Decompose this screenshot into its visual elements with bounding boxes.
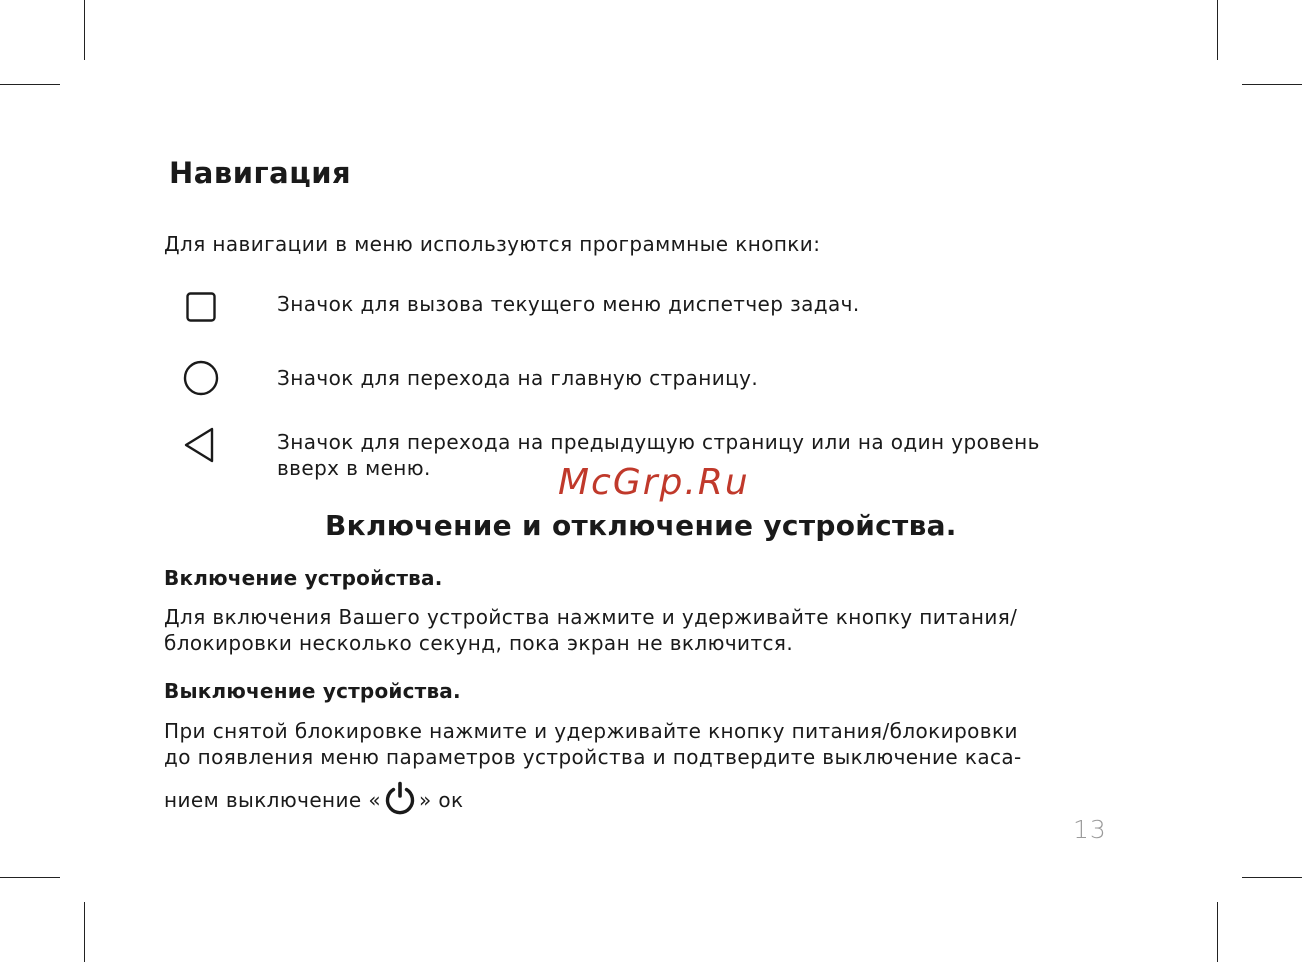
power-off-text-line3-before: нием выключение «: [164, 788, 381, 812]
crop-mark-bottom-right-horizontal: [1242, 877, 1302, 878]
crop-mark-top-right-horizontal: [1242, 84, 1302, 85]
nav-item-back-text-line2: вверх в меню.: [277, 456, 431, 480]
crop-mark-top-right-vertical: [1217, 0, 1218, 60]
power-on-text-line1: Для включения Вашего устройства нажмите и удерживайте кнопку питания/: [164, 605, 1018, 629]
crop-mark-bottom-right-vertical: [1217, 902, 1218, 962]
navigation-title: Навигация: [169, 156, 352, 190]
nav-item-back-text-line1: Значок для перехода на предыдущую страницу или на один уровень: [277, 430, 1040, 454]
nav-item-home-text: Значок для перехода на главную страницу.: [277, 366, 759, 390]
crop-mark-bottom-left-vertical: [84, 902, 85, 962]
triangle-back-icon: [183, 427, 215, 463]
navigation-intro: Для навигации в меню используются программные кнопки:: [164, 232, 821, 256]
power-section-title: Включение и отключение устройства.: [325, 509, 957, 542]
power-off-text-line3: [164, 781, 464, 821]
power-icon: [383, 781, 417, 821]
power-off-text-line3-after: » ок: [419, 788, 464, 812]
crop-mark-bottom-left-horizontal: [0, 877, 60, 878]
watermark: McGrp.Ru: [558, 462, 750, 503]
crop-mark-top-left-vertical: [84, 0, 85, 60]
nav-item-recent-text: Значок для вызова текущего меню диспетчер задач.: [277, 292, 860, 316]
square-recent-apps-icon: [186, 292, 216, 322]
circle-home-icon: [183, 360, 219, 396]
power-on-heading: Включение устройства.: [164, 566, 443, 590]
crop-mark-top-left-horizontal: [0, 84, 60, 85]
power-off-text-line1: При снятой блокировке нажмите и удерживайте кнопку питания/блокировки: [164, 719, 1018, 743]
power-on-text-line2: блокировки несколько секунд, пока экран не включится.: [164, 631, 794, 655]
page-number: 13: [1073, 815, 1107, 844]
power-off-heading: Выключение устройства.: [164, 679, 461, 703]
power-off-text-line2: до появления меню параметров устройства и подтвердите выключение каса-: [164, 745, 1022, 769]
